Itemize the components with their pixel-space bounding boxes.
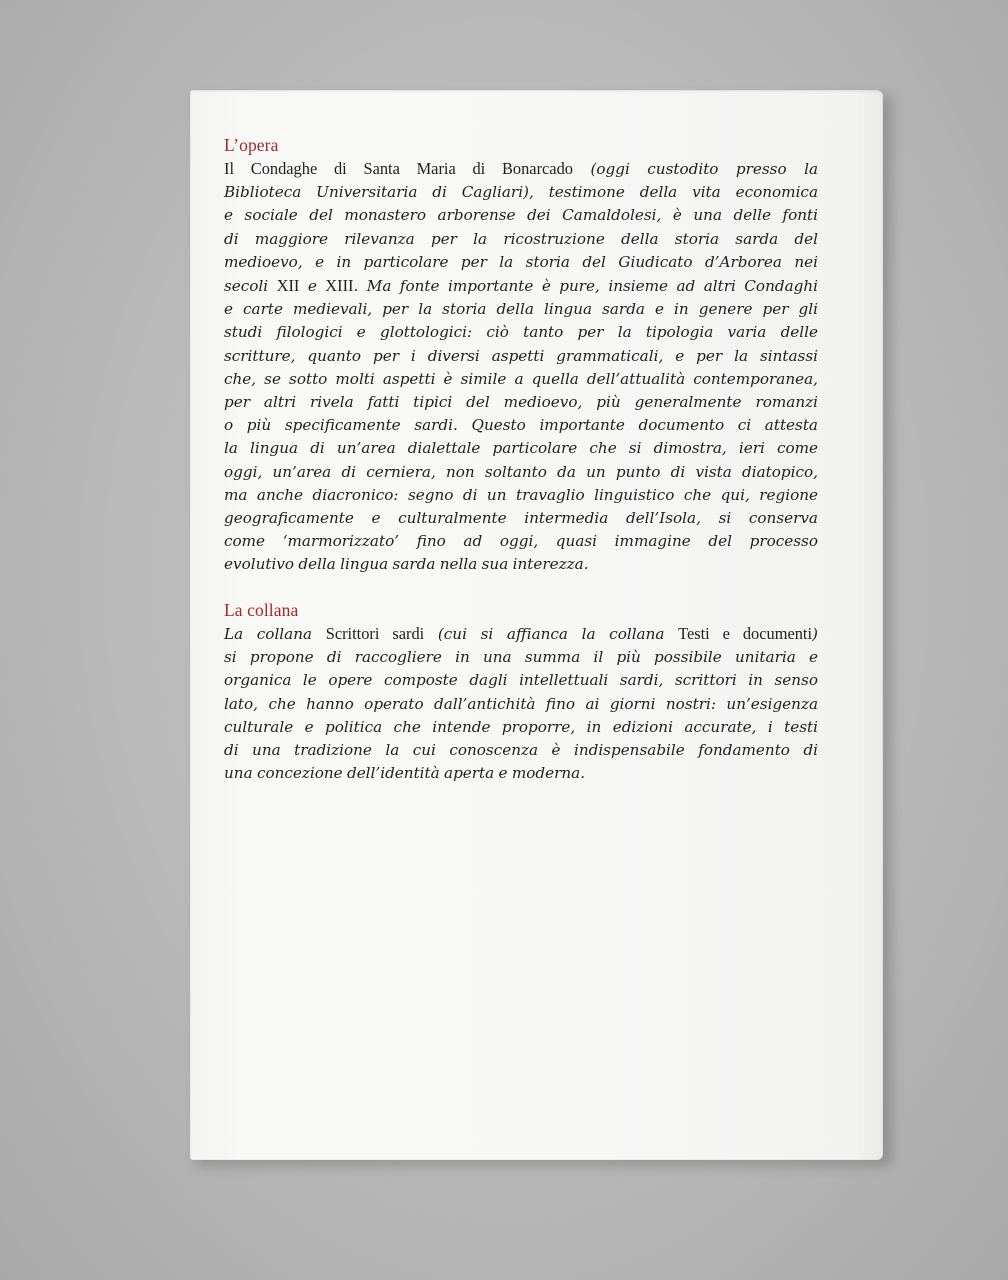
text-line xyxy=(224,646,818,669)
text-line xyxy=(224,716,818,739)
text-line xyxy=(224,228,818,251)
text-line xyxy=(224,484,818,507)
text-line xyxy=(224,368,818,391)
text-run: lato, che hanno operato dall’antichità fino ai giorni nostri: un’esigenza xyxy=(224,694,818,713)
text-run: organica le opere composte dagli intellettuali sardi, scrittori in senso xyxy=(224,671,818,690)
text-run: XIII xyxy=(325,276,354,296)
section-body-collana xyxy=(224,622,818,785)
text-run: e carte medievali, per la storia della lingua sarda e in genere per gli xyxy=(224,300,818,319)
text-run: scritture, quanto per i diversi aspetti grammaticali, e per la sintassi xyxy=(224,346,818,365)
text-run: ma anche diacronico: segno di un travaglio linguistico che qui, regione xyxy=(224,485,818,504)
section-opera xyxy=(224,134,818,577)
text-run: che, se sotto molti aspetti è simile a quella dell’attualità contemporanea, xyxy=(224,369,818,388)
text-line xyxy=(224,157,818,181)
text-line xyxy=(224,298,818,321)
text-run: medioevo, e in particolare per la storia del Giudicato d’Arborea nei xyxy=(224,252,818,271)
text-run: oggi, un’area di cerniera, non soltanto da un punto di vista diatopico, xyxy=(224,462,818,481)
text-run: Scrittori sardi xyxy=(325,624,425,643)
text-run: studi filologici e glottologici: ciò tanto per la tipologia varia delle xyxy=(224,323,818,342)
text-line xyxy=(224,622,818,646)
text-line xyxy=(224,251,818,274)
text-line xyxy=(224,414,818,437)
text-run: come ‘marmorizzato’ fino ad oggi, quasi immagine del processo xyxy=(224,532,818,551)
text-run: geograficamente e culturalmente intermedia dell’Isola, si conserva xyxy=(224,509,818,528)
text-line xyxy=(224,204,818,227)
text-run: o più specificamente sardi. Questo importante documento ci attesta xyxy=(224,416,818,435)
text-run: Il xyxy=(224,159,251,178)
text-line xyxy=(224,693,818,716)
text-line xyxy=(224,507,818,530)
text-run: si propone di raccogliere in una summa il più possibile unitaria e xyxy=(224,648,818,667)
text-line xyxy=(224,553,818,576)
text-run: evolutivo della lingua sarda nella sua interezza. xyxy=(224,555,589,574)
text-line xyxy=(224,739,818,762)
text-run: XII xyxy=(276,276,300,296)
text-run: Biblioteca Universitaria di Cagliari), testimone della vita economica xyxy=(224,183,818,202)
text-line xyxy=(224,391,818,414)
text-run: ) xyxy=(812,625,818,643)
text-run: (cui si affianca la collana xyxy=(424,625,679,643)
text-run: culturale e politica che intende proporre, in edizioni accurate, i testi xyxy=(224,717,818,736)
text-run: di una tradizione la cui conoscenza è indispensabile fondamento di xyxy=(224,741,818,760)
section-collana xyxy=(224,599,818,785)
text-run: la lingua di un’area dialettale particolare che si dimostra, ieri come xyxy=(224,439,818,458)
section-heading-opera: L’opera xyxy=(224,135,279,155)
text-run: La collana xyxy=(224,625,326,643)
text-run: una concezione dell’identità aperta e moderna. xyxy=(224,764,586,783)
text-run: (oggi custodito presso la xyxy=(572,160,819,178)
text-run: di maggiore rilevanza per la ricostruzione della storia sarda del xyxy=(224,229,818,248)
text-run: per altri rivela fatti tipici del medioevo, più generalmente romanzi xyxy=(224,393,818,412)
text-line xyxy=(224,321,818,344)
text-run: Testi e documenti xyxy=(678,624,813,643)
text-run: Condaghe di Santa Maria di Bonarcado xyxy=(250,159,573,178)
section-body-opera xyxy=(224,157,818,577)
book-back-cover xyxy=(190,90,883,1160)
text-run: e xyxy=(299,277,326,296)
text-line xyxy=(224,345,818,368)
text-line xyxy=(224,274,818,298)
text-run: secoli xyxy=(224,277,277,296)
text-line xyxy=(224,181,818,204)
text-line xyxy=(224,530,818,553)
cover-top-edge xyxy=(190,90,883,94)
text-line xyxy=(224,461,818,484)
text-line xyxy=(224,437,818,460)
text-line xyxy=(224,669,818,692)
text-run: e sociale del monastero arborense dei Camaldolesi, è una delle fonti xyxy=(224,206,818,225)
text-run: . Ma fonte importante è pure, insieme ad altri Condaghi xyxy=(353,277,818,296)
section-heading-collana: La collana xyxy=(224,600,299,620)
text-line xyxy=(224,762,818,785)
